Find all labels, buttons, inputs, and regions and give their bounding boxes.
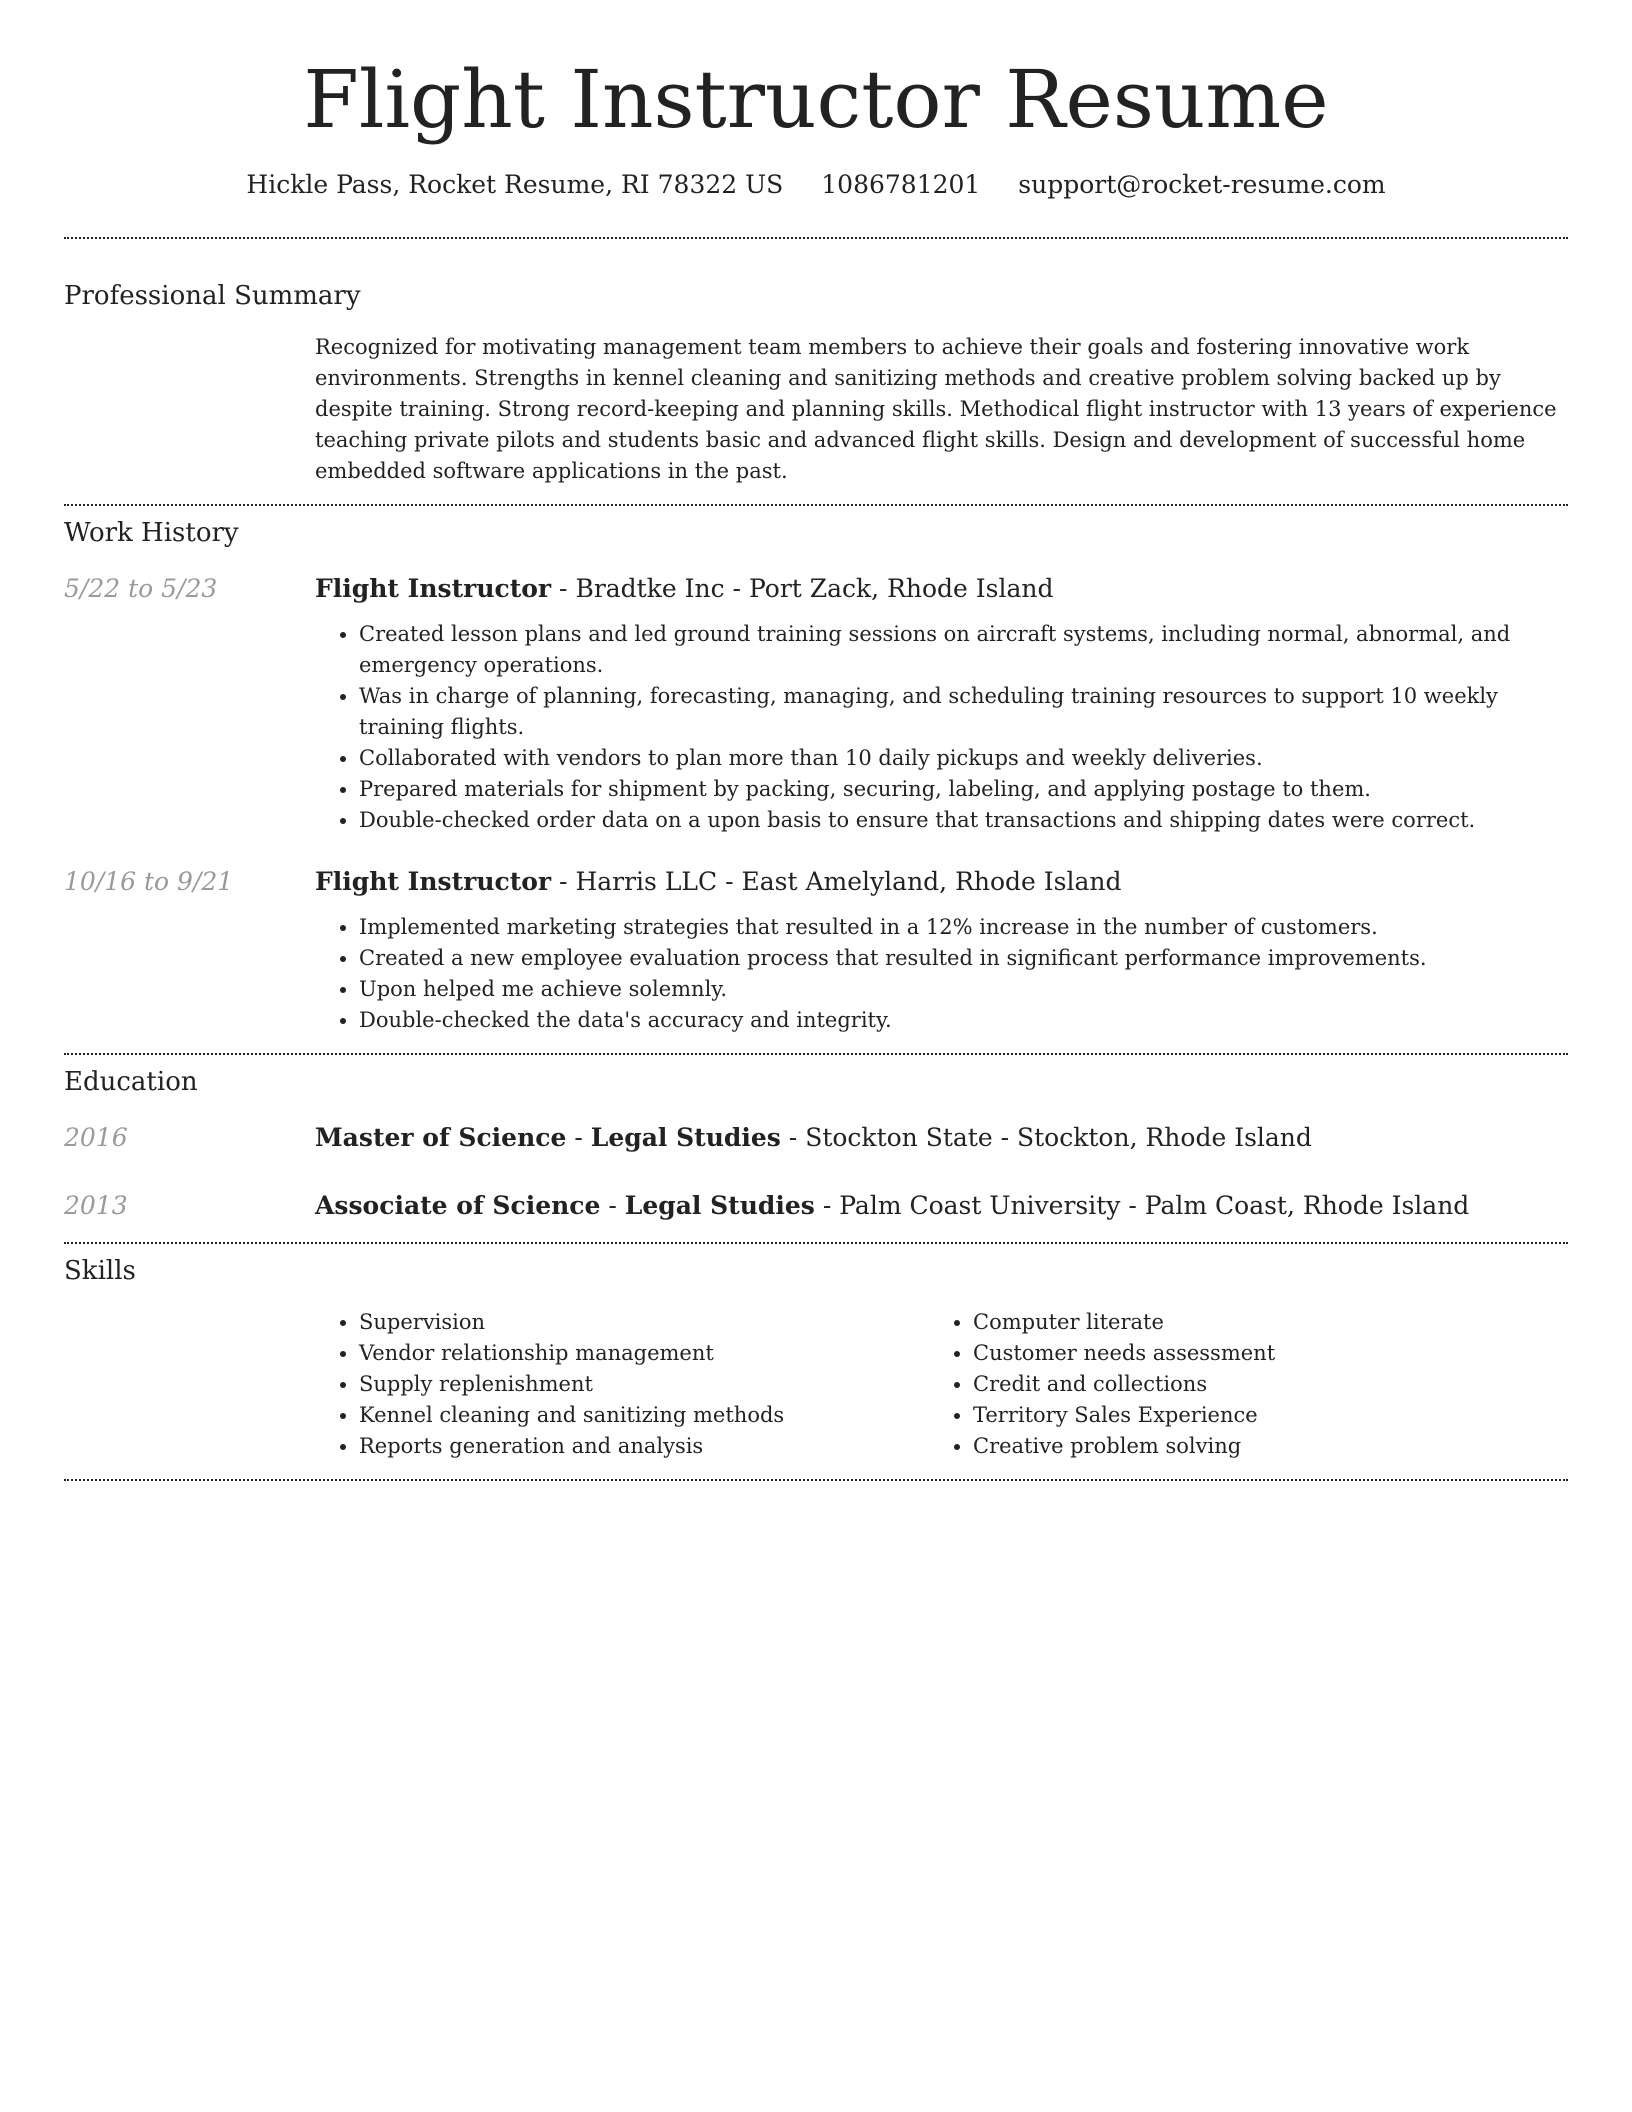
skill-item: • Computer literate [973, 1307, 1543, 1338]
job-dates: 10/16 to 9/21 [64, 867, 234, 896]
skill-item: • Customer needs assessment [973, 1338, 1543, 1369]
resume-title: Flight Instructor Resume [303, 53, 1329, 146]
divider [64, 1242, 1568, 1244]
job-role: Flight Instructor [315, 867, 552, 896]
job-title: Flight Instructor - Bradtke Inc - Port Zack, Rhode Island [315, 574, 1054, 603]
divider [64, 237, 1568, 239]
job-bullet: • Prepared materials for shipment by packing, securing, labeling, and applying postage to them. [359, 774, 1568, 805]
skill-item: • Vendor relationship management [359, 1338, 929, 1369]
education-year: 2013 [64, 1191, 128, 1220]
education-field: Legal Studies [624, 1191, 815, 1220]
work-history-heading: Work History [64, 518, 239, 548]
contact-phone: 1086781201 [821, 170, 981, 199]
job-bullet: • Was in charge of planning, forecasting, managing, and scheduling training resources to support 10 weekly training flights. [359, 681, 1568, 743]
job-bullet: • Implemented marketing strategies that resulted in a 12% increase in the number of customers. [359, 912, 1568, 943]
education-location: Palm Coast, Rhode Island [1144, 1191, 1470, 1220]
education-degree: Associate of Science [315, 1191, 601, 1220]
skill-item: • Reports generation and analysis [359, 1431, 929, 1462]
skill-item: • Kennel cleaning and sanitizing methods [359, 1400, 929, 1431]
skill-item: • Supply replenishment [359, 1369, 929, 1400]
skills-row [64, 1307, 1568, 1462]
education-field: Legal Studies [590, 1123, 781, 1152]
summary-row [64, 332, 1568, 487]
skills-list-left [315, 1307, 929, 1462]
resume-page [64, 0, 1568, 1481]
contact-address: Hickle Pass, Rocket Resume, RI 78322 US [246, 170, 784, 199]
contact-info [64, 168, 1568, 202]
divider [64, 1479, 1568, 1481]
job-company: Bradtke Inc [575, 574, 725, 603]
job-bullet: • Double-checked the data's accuracy and integrity. [359, 1005, 1568, 1036]
job-entry [64, 865, 1568, 1036]
job-location: Port Zack, Rhode Island [748, 574, 1054, 603]
skill-item: • Supervision [359, 1307, 929, 1338]
contact-email: support@rocket-resume.com [1018, 170, 1386, 199]
summary-heading: Professional Summary [64, 281, 361, 311]
job-bullet: • Created a new employee evaluation process that resulted in significant performance improvements. [359, 943, 1568, 974]
education-heading: Education [64, 1067, 198, 1097]
education-year: 2016 [64, 1123, 128, 1152]
education-entry: 2013 Associate of Science - Legal Studies - Palm Coast University - Palm Coast, Rhode Island [64, 1189, 1568, 1223]
skills-heading: Skills [64, 1256, 136, 1286]
education-location: Stockton, Rhode Island [1017, 1123, 1312, 1152]
education-school: Palm Coast University [839, 1191, 1121, 1220]
job-bullet: • Collaborated with vendors to plan more than 10 daily pickups and weekly deliveries. [359, 743, 1568, 774]
job-bullets [315, 619, 1568, 836]
education-entry: 2016 Master of Science - Legal Studies - Stockton State - Stockton, Rhode Island [64, 1121, 1568, 1155]
job-location: East Amelyland, Rhode Island [741, 867, 1122, 896]
skill-item: • Credit and collections [973, 1369, 1543, 1400]
skills-list-right [929, 1307, 1543, 1462]
job-bullet: • Created lesson plans and led ground training sessions on aircraft systems, including normal, abnormal, and emergency operations. [359, 619, 1568, 681]
skill-item: • Territory Sales Experience [973, 1400, 1543, 1431]
education-degree: Master of Science [315, 1123, 567, 1152]
job-bullets [315, 912, 1568, 1036]
job-entry [64, 572, 1568, 836]
job-title: Flight Instructor - Harris LLC - East Amelyland, Rhode Island [315, 867, 1122, 896]
job-company: Harris LLC [575, 867, 718, 896]
job-bullet: • Double-checked order data on a upon basis to ensure that transactions and shipping dates were correct. [359, 805, 1568, 836]
divider [64, 504, 1568, 506]
divider [64, 1053, 1568, 1055]
job-bullet: • Upon helped me achieve solemnly. [359, 974, 1568, 1005]
education-school: Stockton State [805, 1123, 993, 1152]
skill-item: • Creative problem solving [973, 1431, 1543, 1462]
job-dates: 5/22 to 5/23 [64, 574, 218, 603]
job-role: Flight Instructor [315, 574, 552, 603]
summary-text: Recognized for motivating management team members to achieve their goals and fostering innovative work environments. Strengths in kennel cleaning and sanitizing methods and creative problem solving backed up by despite training. Strong record-keeping and planning skills. Methodical flight instructor with 13 years of experience teaching private pilots and students basic and advanced flight skills. Design and development of successful home embedded software applications in the past. [315, 335, 1557, 483]
